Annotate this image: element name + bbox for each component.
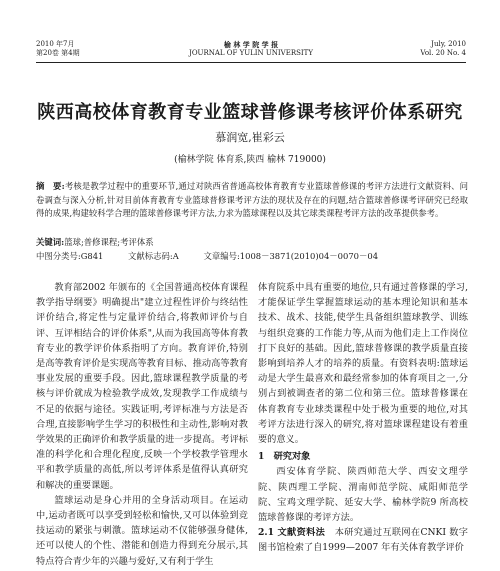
document-code: 文献标志码:A <box>128 251 179 261</box>
body-paragraph: 体育院系中具有重要的地位,只有通过普修课的学习,才能保证学生掌握篮球运动的基本理论知识和基本技术、战术、技能,使学生具备组织篮球教学、训练与组织竞赛的工作能力等,从而为他们走上工作岗位打下良好的基础。因此,篮球普修课的教学质量直接影响到培养人才的培养的质量。有资料表明:篮球运动是大学生最喜欢和最经常参加的体育项目之一,分别占到被调查者的第二位和第三位。篮球普修课在体育教育专业球类课程中处于极为重要的地位,对其考评方法进行深入的研究,将对篮球课程建设有着重要的意义。 <box>258 282 468 446</box>
keywords-label: 关键词: <box>36 237 65 247</box>
header-right <box>420 40 466 58</box>
subsection-text: 本研究通过互联网在CNKI 数字图书馆检索了自1999—2007 年有关体育教学评价 <box>258 527 468 554</box>
header-volume-en: Vol. 20 No. 4 <box>420 49 466 57</box>
body-paragraph: 篮球运动是身心并用的全身活动项目。在运动中,运动者既可以享受到轻松和愉快,又可以体验到竞技运动的紧张与刺激。篮球运动不仅能够强身健体,还可以使人的个性、潜能和创造力得到充分展示,其特点符合青少年的兴趣与爱好,又有利于学生 <box>36 494 248 567</box>
keywords-text: 篮球;普修课程;考评体系 <box>64 237 154 247</box>
header-date: 2010 年7月 <box>36 40 75 48</box>
section-heading: 1 研究对象 <box>258 451 311 463</box>
paper-affiliation: (榆林学院 体育系,陕西 榆林 719000) <box>174 155 326 165</box>
article-number: 文章编号:1008－3871(2010)04－0070－04 <box>203 251 379 261</box>
keywords-block <box>36 236 468 249</box>
running-header <box>36 40 466 62</box>
body-paragraph: 西安体育学院、陕西师范大学、西安文理学院、陕西理工学院、渭南师范学院、咸阳师范学院、宝鸡文理学院、延安大学、榆林学院9 所高校篮球普修课的考评方法。 <box>258 466 468 524</box>
classification-line <box>36 250 468 263</box>
body-paragraph: 教育部2002 年颁布的《全国普通高校体育课程教学指导纲要》明确提出"建立过程性评价与终结性评价结合,将定性与定量评价结合,将教师评价与自评、互评相结合的评价体系",从而为我国高等体育教育专业的教学评价体系指明了方向。教育评价,特别是高等教育评价是实现高等教育目标、推动高等教育事业发展的重要手段。因此,篮球课程教学质量的考核与评价就成为检验教学成效,发现教学工作成绩与不足的依据与途径。实践证明,考评标准与方法是否合理,直接影响学生学习的积极性和主动性,影响对教学效果的正确评价和教学质量的进一步提高。考评标准的科学化和合理化程度,反映一个学校教学管理水平和教学质量的高低,所以考评体系是值得认真研究和解决的重要课题。 <box>36 282 248 491</box>
subsection-heading: 2.1 文献资料法 <box>258 527 326 539</box>
subsection-paragraph <box>258 525 468 555</box>
journal-name-en: JOURNAL OF YULIN UNIVERSITY <box>189 49 313 57</box>
abstract-label: 摘 要: <box>36 181 65 191</box>
header-date-en: July, 2010 <box>431 40 466 48</box>
abstract-block <box>36 180 468 221</box>
header-volume: 第20卷 第4期 <box>36 49 80 57</box>
abstract-text: 考核是教学过程中的重要环节,通过对陕西省普通高校体育教育专业篮球普修课的考评方法进行文献资料、问卷调查与深入分析,针对目前体育教育专业篮球普修课考评方法的现状及存在的问题,结合篮球普修课考评研究已经取得的成果,构建较科学合理的篮球普修课考评方法,力求为篮球课程以及其它球类课程考评方法的改革提供参考。 <box>36 181 468 219</box>
paper-title: 陕西高校体育教育专业篮球普修课考核评价体系研究 <box>37 102 463 123</box>
header-center <box>36 40 466 58</box>
clc-number: 中图分类号:G841 <box>36 251 104 261</box>
journal-name-cn: 榆 林 学 院 学 报 <box>223 40 279 49</box>
header-rule <box>36 62 466 63</box>
body-left-column <box>36 280 248 569</box>
body-right-column <box>258 280 468 556</box>
paper-authors: 慕润宽,崔彩云 <box>215 131 285 144</box>
